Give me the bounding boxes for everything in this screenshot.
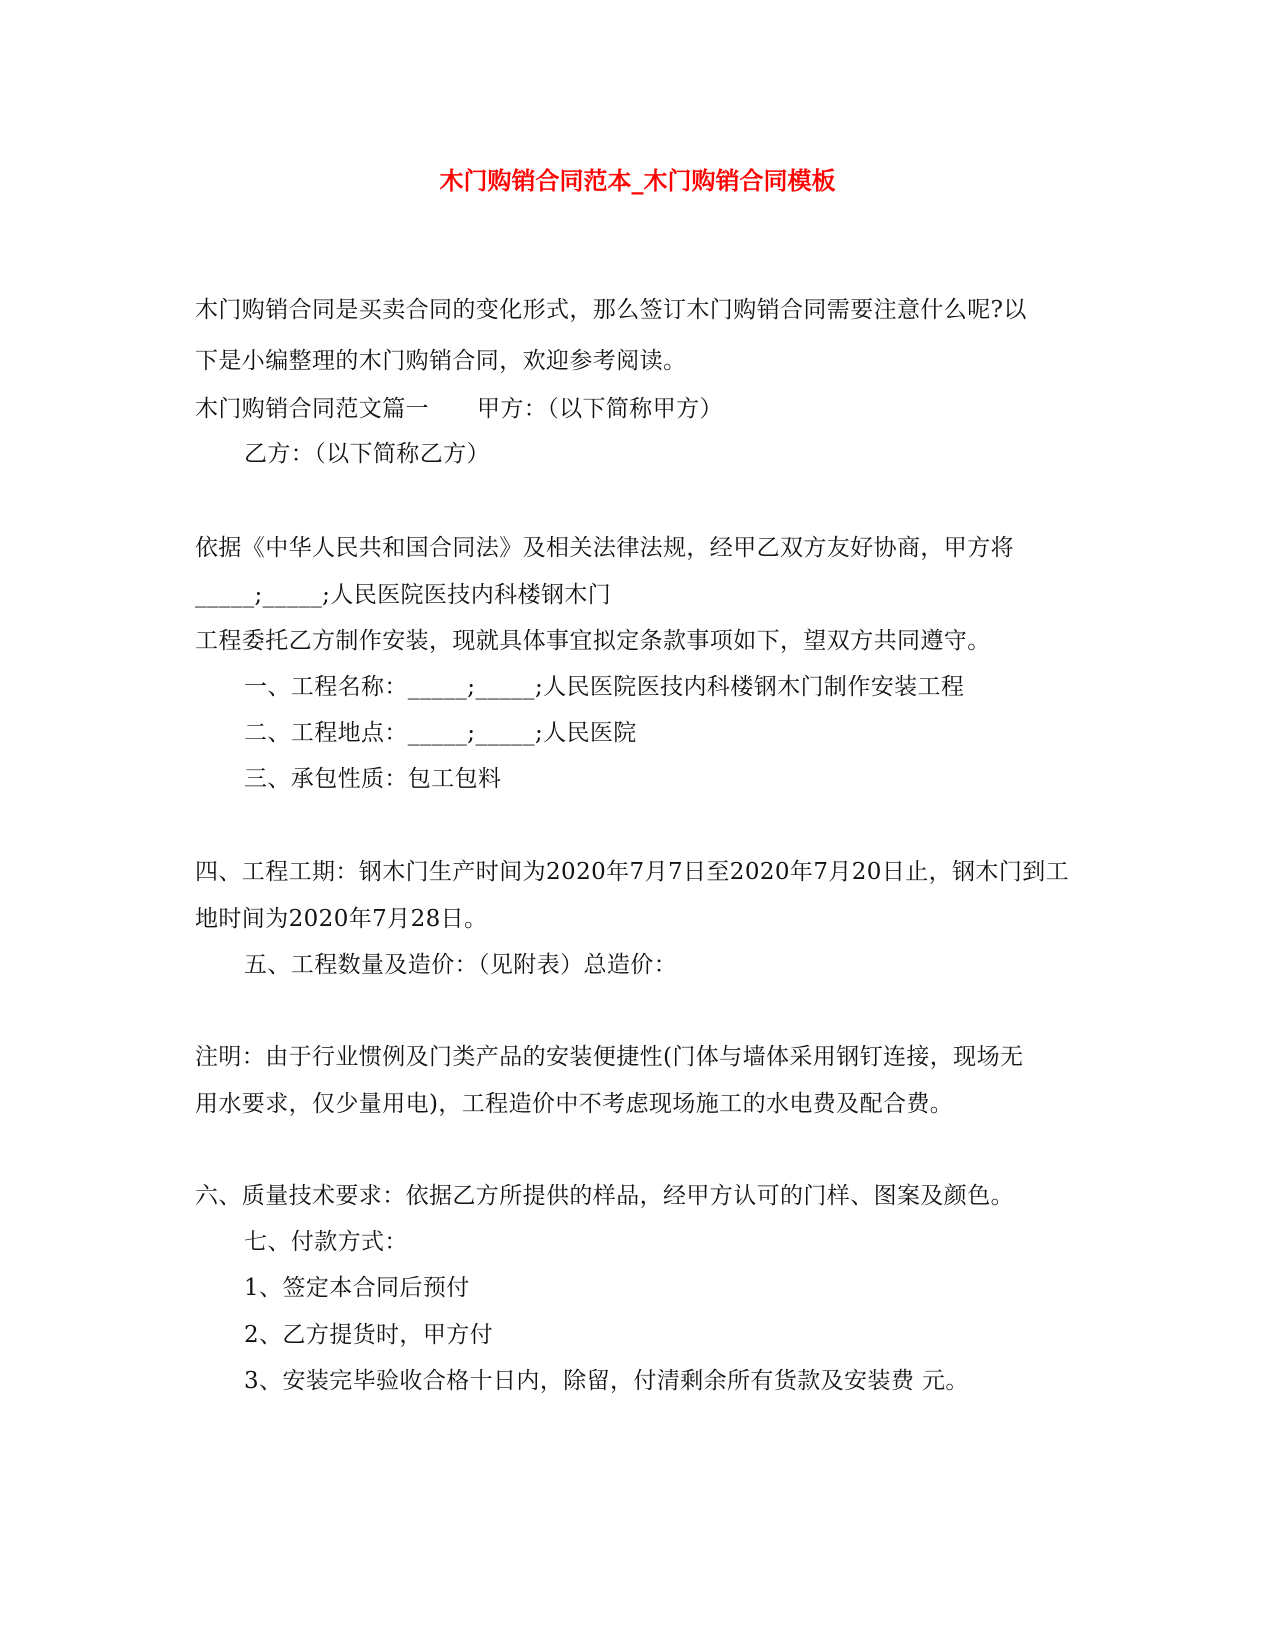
clause-6: 六、质量技术要求：依据乙方所提供的样品，经甲方认可的门样、图案及颜色。 xyxy=(195,1183,1014,1209)
note-line-1: 注明：由于行业惯例及门类产品的安装便捷性(门体与墙体采用钢钉连接，现场无 xyxy=(195,1044,1024,1070)
party-b-line: 乙方：（以下简称乙方） xyxy=(244,441,490,467)
intro-line-1: 木门购销合同是买卖合同的变化形式，那么签订木门购销合同需要注意什么呢?以 xyxy=(195,297,1027,323)
basis-line-1: 依据《中华人民共和国合同法》及相关法律法规，经甲乙双方友好协商，甲方将 xyxy=(195,535,1014,561)
section-heading-line xyxy=(195,392,723,426)
clause-3: 三、承包性质：包工包料 xyxy=(244,766,502,792)
clause-5: 五、工程数量及造价：（见附表）总造价： xyxy=(244,952,678,978)
section-heading: 木门购销合同范文篇一 xyxy=(195,396,429,422)
clause-1: 一、工程名称：_____;_____;人民医院医技内科楼钢木门制作安装工程 xyxy=(244,674,965,700)
intro-line-2: 下是小编整理的木门购销合同，欢迎参考阅读。 xyxy=(195,348,687,374)
note-line-2: 用水要求，仅少量用电)，工程造价中不考虑现场施工的水电费及配合费。 xyxy=(195,1091,954,1117)
clause-4-line-2: 地时间为2020年7月28日。 xyxy=(195,906,488,932)
payment-item-2: 2、乙方提货时，甲方付 xyxy=(244,1322,494,1348)
clause-7: 七、付款方式： xyxy=(244,1229,408,1255)
clause-4-line-1: 四、工程工期：钢木门生产时间为2020年7月7日至2020年7月20日止，钢木门到工 xyxy=(195,859,1070,885)
payment-item-1: 1、签定本合同后预付 xyxy=(244,1275,470,1301)
payment-item-3: 3、安装完毕验收合格十日内，除留，付清剩余所有货款及安装费 元。 xyxy=(244,1368,969,1394)
basis-line-2: _____;_____;人民医院医技内科楼钢木门 xyxy=(195,582,612,608)
document-title: 木门购销合同范本_木门购销合同模板 xyxy=(439,167,836,195)
party-a-line: 甲方：（以下简称甲方） xyxy=(477,396,723,422)
clause-2: 二、工程地点：_____;_____;人民医院 xyxy=(244,720,637,746)
basis-line-3: 工程委托乙方制作安装，现就具体事宜拟定条款事项如下，望双方共同遵守。 xyxy=(195,628,991,654)
